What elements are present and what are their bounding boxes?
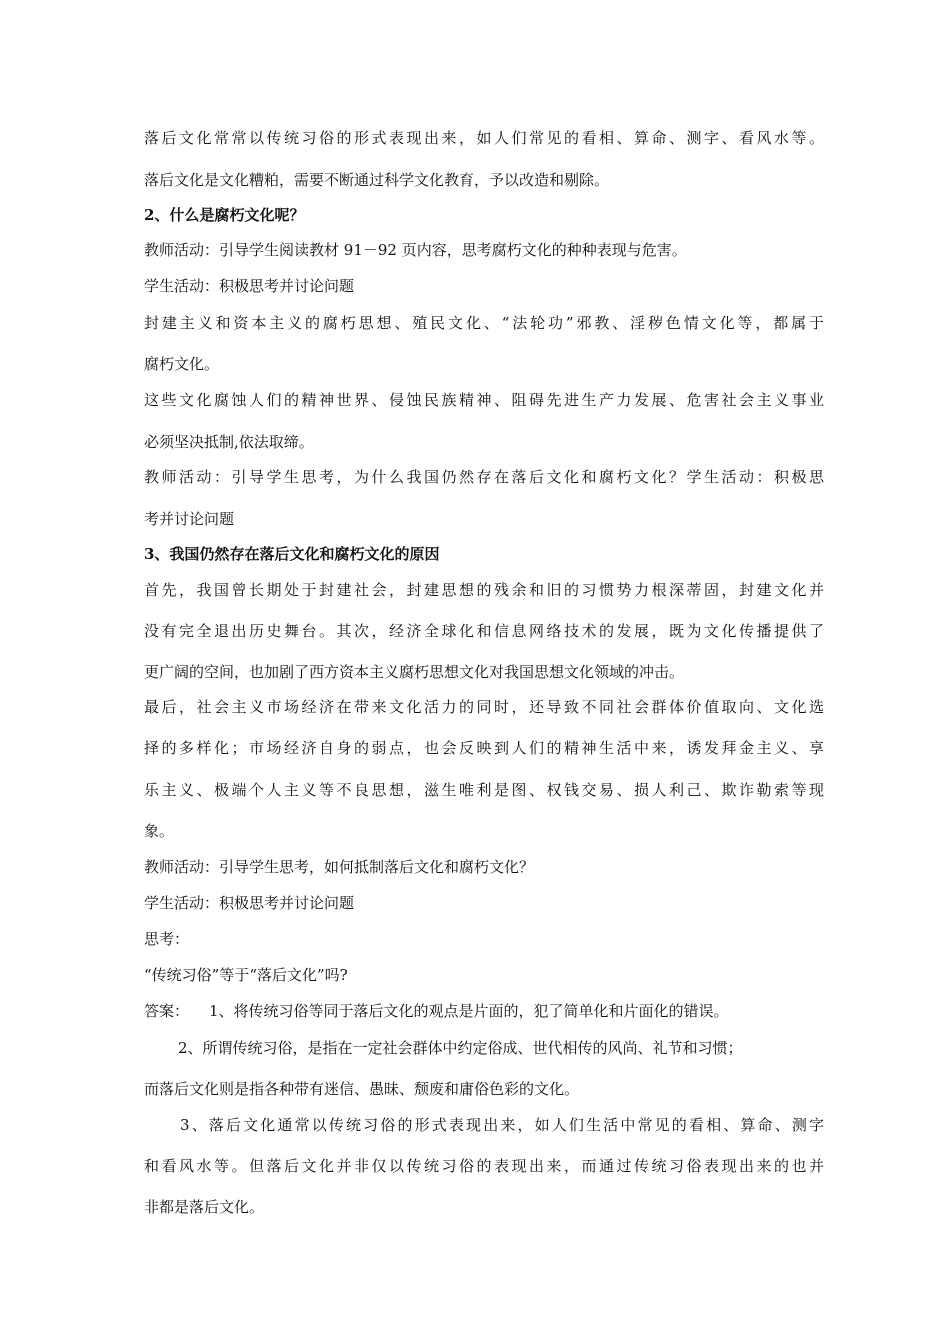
paragraph-line: 封建主义和资本主义的腐朽思想、殖民文化、“法轮功”邪教、淫秽色情文化等，都属于	[144, 314, 824, 332]
paragraph-line: 这些文化腐蚀人们的精神世界、侵蚀民族精神、阻碍先进生产力发展、危害社会主义事业	[144, 391, 824, 409]
answer-point-3: 3、落后文化通常以传统习俗的形式表现出来，如人们生活中常见的看相、算命、测字	[180, 1116, 824, 1134]
paragraph-line: 教师活动：引导学生思考，为什么我国仍然存在落后文化和腐朽文化？学生活动：积极思	[144, 468, 824, 486]
paragraph-line: 乐主义、极端个人主义等不良思想，滋生唯利是图、权钱交易、损人利己、欺诈勒索等现	[144, 781, 824, 799]
answer-label: 答案：	[144, 1002, 190, 1020]
paragraph-line: 必须坚决抵制,依法取缔。	[144, 433, 314, 451]
paragraph-line: 最后，社会主义市场经济在带来文化活力的同时，还导致不同社会群体价值取向、文化选	[144, 698, 824, 716]
paragraph-line: 没有完全退出历史舞台。其次，经济全球化和信息网络技术的发展，既为文化传播提供了	[144, 622, 824, 640]
paragraph-line: 和看风水等。但落后文化并非仅以传统习俗的表现出来，而通过传统习俗表现出来的也并	[144, 1157, 824, 1175]
paragraph-line: 思考：	[144, 930, 190, 948]
paragraph-line: 学生活动：积极思考并讨论问题	[144, 894, 355, 912]
section-heading: 2、什么是腐朽文化呢？	[144, 206, 305, 224]
paragraph-line: 象。	[144, 822, 175, 840]
section-heading: 3、我国仍然存在落后文化和腐朽文化的原因	[144, 545, 440, 563]
paragraph-line: 首先，我国曾长期处于封建社会，封建思想的残余和旧的习惯势力根深蒂固，封建文化并	[144, 581, 824, 599]
paragraph-line: 落后文化是文化糟粕，需要不断通过科学文化教育，予以改造和剔除。	[144, 171, 610, 189]
paragraph-line: 非都是落后文化。	[144, 1198, 265, 1216]
paragraph-line: 教师活动：引导学生阅读教材 91－92 页内容，思考腐朽文化的种种表现与危害。	[144, 241, 687, 259]
paragraph-line: 而落后文化则是指各种带有迷信、愚昧、颓废和庸俗色彩的文化。	[144, 1080, 580, 1098]
answer-line	[144, 1001, 824, 1021]
paragraph-line: 教师活动：引导学生思考，如何抵制落后文化和腐朽文化？	[144, 858, 535, 876]
paragraph-line: 腐朽文化。	[144, 355, 220, 373]
paragraph-line: 更广阔的空间，也加剧了西方资本主义腐朽思想文化对我国思想文化领域的冲击。	[144, 663, 685, 681]
paragraph-line: 落后文化常常以传统习俗的形式表现出来，如人们常见的看相、算命、测字、看风水等。	[144, 129, 824, 147]
answer-point-1: 1、将传统习俗等同于落后文化的观点是片面的，犯了简单化和片面化的错误。	[209, 1002, 729, 1020]
paragraph-line: 择的多样化；市场经济自身的弱点，也会反映到人们的精神生活中来，诱发拜金主义、享	[144, 739, 824, 757]
answer-point-2: 2、所谓传统习俗，是指在一定社会群体中约定俗成、世代相传的风尚、礼节和习惯；	[178, 1039, 743, 1057]
paragraph-line: 学生活动：积极思考并讨论问题	[144, 277, 355, 295]
question-line: “传统习俗”等于“落后文化”吗?	[144, 966, 348, 984]
paragraph-line: 考并讨论问题	[144, 510, 235, 528]
